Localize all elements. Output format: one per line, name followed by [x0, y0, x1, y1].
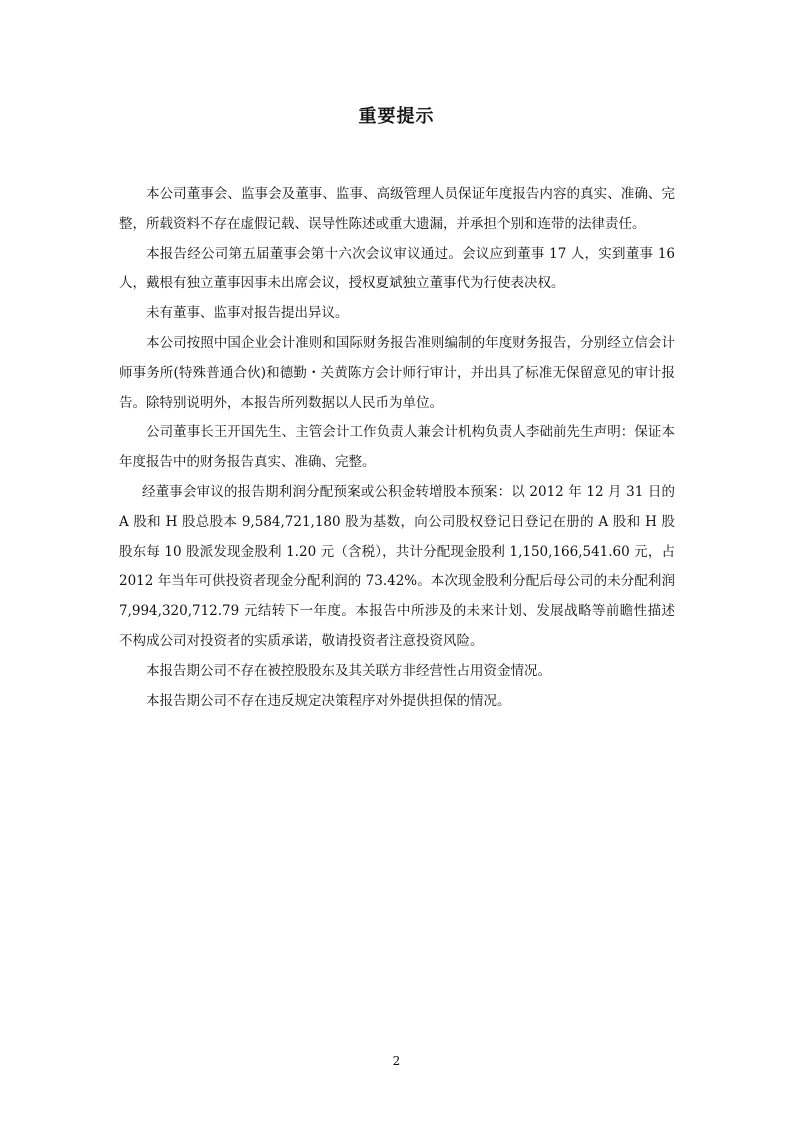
paragraph-no-objection: 未有董事、监事对报告提出异议。 [146, 305, 349, 322]
paragraph-audit-opinion: 本公司按照中国企业会计准则和国际财务报告准则编制的年度财务报告，分别经立信会计师事务所(特殊普通合伙)和德勤・关黄陈方会计师行审计，并出具了标准无保留意见的审计报告。除特别说明外，本报告所列数据以人民币为单位。 [119, 334, 675, 411]
paragraph-no-fund-occupation: 本报告期公司不存在被控股股东及其关联方非经营性占用资金情况。 [146, 662, 551, 679]
paragraph-executive-declaration: 公司董事长王开国先生、主管会计工作负责人兼会计机构负责人李础前先生声明：保证本年度报告中的财务报告真实、准确、完整。 [119, 424, 675, 471]
paragraph-no-illegal-guarantee: 本报告期公司不存在违反规定决策程序对外提供担保的情况。 [146, 692, 511, 709]
paragraph-board-approval: 本报告经公司第五届董事会第十六次会议审议通过。会议应到董事 17 人，实到董事 16 人，戴根有独立董事因事未出席会议，授权夏斌独立董事代为行使表决权。 [119, 245, 675, 292]
paragraph-profit-distribution: 经董事会审议的报告期利润分配预案或公积金转增股本预案：以 2012 年 12 月 31 日的 A 股和 H 股总股本 9,584,721,180 股为基数，向公司股权登记日登记在册的 A 股和 H 股股东每 10 股派发现金股利 1.20 元（含税），共计分配现金股利 1,150,166,541.60 元，占 2012 年当年可供投资者现金分配利润的 73.42%。本次现金股利分配后母公司的未分配利润 7,994,320,712.79 元结转下一年度。本报告中所涉及的未来计划、发展战略等前瞻性描述不构成公司对投资者的实质承诺，敬请投资者注意投资风险。 [119, 483, 675, 649]
page-number: 2 [392, 1054, 401, 1068]
document-body [119, 180, 675, 716]
paragraph-responsibility-statement: 本公司董事会、监事会及董事、监事、高级管理人员保证年度报告内容的真实、准确、完整，所载资料不存在虚假记载、误导性陈述或重大遗漏，并承担个别和连带的法律责任。 [119, 186, 675, 232]
page-title: 重要提示 [358, 106, 435, 127]
